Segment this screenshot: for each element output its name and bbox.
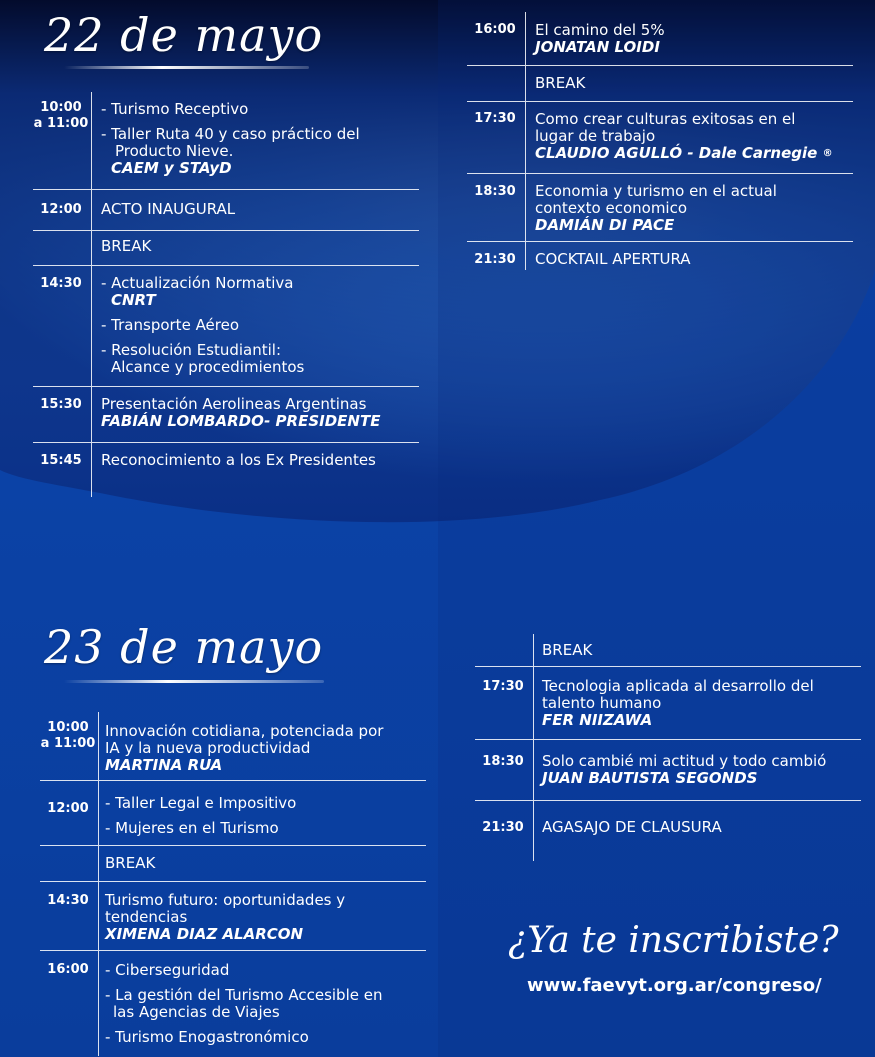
schedule-row: 12:00 ACTO INAUGURAL xyxy=(33,190,419,231)
schedule-row: 18:30 Solo cambié mi actitud y todo cambió JUAN BAUTISTA SEGONDS xyxy=(475,740,861,801)
day1-right-schedule xyxy=(467,12,853,270)
schedule-row: BREAK xyxy=(467,66,853,102)
schedule-row: 15:30 Presentación Aerolineas Argentinas FABIÁN LOMBARDO- PRESIDENTE xyxy=(33,387,419,443)
time-label: 10:00 a 11:00 xyxy=(40,720,96,751)
time-label: 18:30 xyxy=(482,754,524,769)
schedule-row: 10:00 a 11:00 Innovación cotidiana, potenciada por IA y la nueva productividad MARTINA RUA xyxy=(40,712,426,781)
time-label: 14:30 xyxy=(47,893,89,908)
day1-left-schedule xyxy=(33,92,419,497)
time-label: 15:30 xyxy=(40,397,82,412)
schedule-row: 14:30 Turismo futuro: oportunidades y tendencias XIMENA DIAZ ALARCON xyxy=(40,882,426,951)
schedule-row: 12:00 - Taller Legal e Impositivo - Mujeres en el Turismo xyxy=(40,781,426,846)
schedule-row: 15:45 Reconocimiento a los Ex Presidentes xyxy=(33,443,419,497)
time-label: 21:30 xyxy=(474,252,516,267)
time-label: 14:30 xyxy=(40,276,82,291)
schedule-row: BREAK xyxy=(475,634,861,667)
day2-right-schedule xyxy=(475,634,861,861)
registration-tagline: ¿Ya te inscribiste? xyxy=(508,920,839,961)
session-content: - Turismo Receptivo - Taller Ruta 40 y caso práctico del Producto Nieve. CAEM y STAyD xyxy=(101,100,360,177)
schedule-row: 21:30 AGASAJO DE CLAUSURA xyxy=(475,801,861,861)
session-content: - Actualización Normativa CNRT - Transporte Aéreo - Resolución Estudiantil: Alcance y procedimientos xyxy=(101,274,305,376)
time-label: 16:00 xyxy=(47,962,89,977)
schedule-row: BREAK xyxy=(33,231,419,266)
time-label: 16:00 xyxy=(474,22,516,37)
schedule-row: 21:30 COCKTAIL APERTURA xyxy=(467,242,853,270)
time-label: 10:00 a 11:00 xyxy=(33,100,89,131)
time-label: 17:30 xyxy=(474,111,516,126)
schedule-row: 17:30 Tecnologia aplicada al desarrollo del talento humano FER NIIZAWA xyxy=(475,667,861,740)
time-label: 21:30 xyxy=(482,820,524,835)
day2-title: 23 de mayo xyxy=(44,620,323,674)
schedule-row xyxy=(33,92,419,190)
schedule-row: 16:00 - Ciberseguridad - La gestión del Turismo Accesible en las Agencias de Viajes - Turismo Enogastronómico xyxy=(40,951,426,1056)
time-label: 17:30 xyxy=(482,679,524,694)
schedule-row: 18:30 Economia y turismo en el actual contexto economico DAMIÁN DI PACE xyxy=(467,174,853,242)
schedule-row: 17:30 Como crear culturas exitosas en el lugar de trabajo CLAUDIO AGULLÓ - Dale Carnegie ® xyxy=(467,102,853,174)
day1-title: 22 de mayo xyxy=(44,8,323,62)
schedule-row: 16:00 El camino del 5% JONATAN LOIDI xyxy=(467,12,853,66)
schedule-row: BREAK xyxy=(40,846,426,882)
congress-url[interactable]: www.faevyt.org.ar/congreso/ xyxy=(527,975,822,996)
schedule-row xyxy=(33,266,419,387)
time-label: 12:00 xyxy=(47,801,89,816)
time-label: 15:45 xyxy=(40,453,82,468)
day2-left-schedule xyxy=(40,712,426,1056)
time-label: 18:30 xyxy=(474,184,516,199)
time-label: 12:00 xyxy=(40,202,82,217)
